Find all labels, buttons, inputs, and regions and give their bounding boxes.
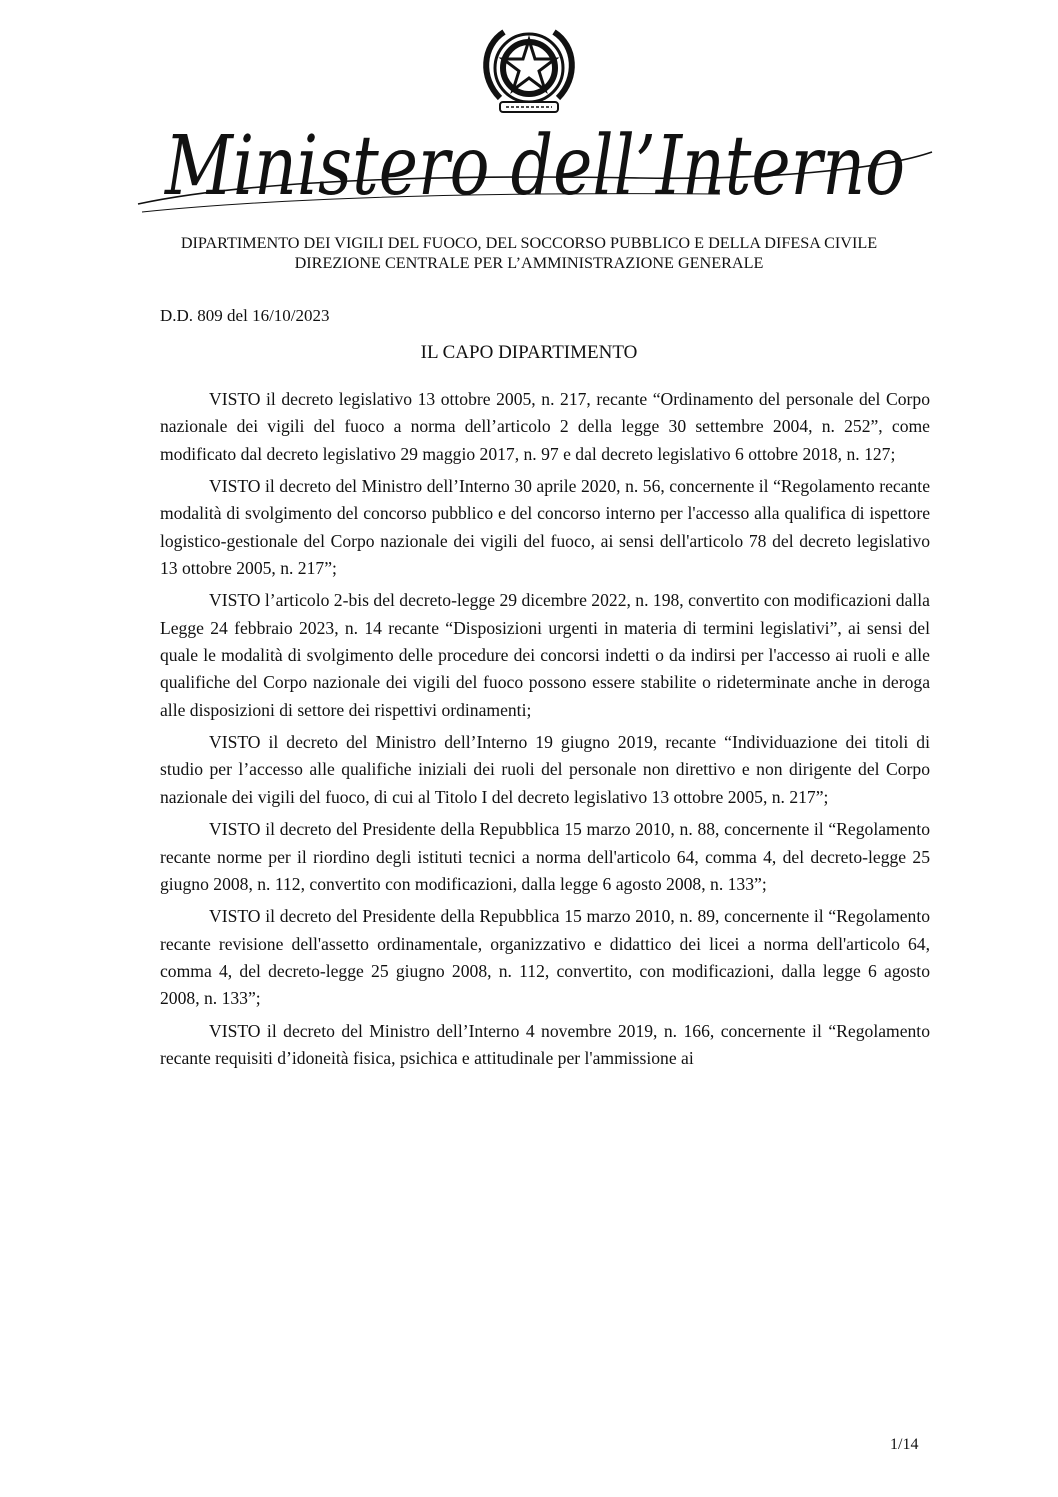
department-header xyxy=(120,234,938,273)
paragraph: VISTO il decreto del Presidente della Repubblica 15 marzo 2010, n. 88, concernente il “Regolamento recante norme per il riordino degli istituti tecnici a norma dell'articolo 64, comma 4, del decreto-legge 25 giugno 2008, n. 112, convertito con modificazioni, dalla legge 6 agosto 2008, n. 133”; xyxy=(160,819,930,894)
paragraph: VISTO il decreto del Presidente della Repubblica 15 marzo 2010, n. 89, concernente il “Regolamento recante revisione dell'assetto ordinamentale, organizzativo e didattico dei licei a norma dell'articolo 64, comma 4, del decreto-legge 25 giugno 2008, n. 112, convertito, con modificazioni, dalla legge 6 agosto 2008, n. 133”; xyxy=(160,906,930,1009)
decree-title: IL CAPO DIPARTIMENTO xyxy=(420,342,638,363)
page-number: 1/14 xyxy=(890,1436,919,1453)
paragraph: VISTO il decreto del Ministro dell’Interno 30 aprile 2020, n. 56, concernente il “Regolamento recante modalità di svolgimento del concorso pubblico e del concorso interno per l'accesso alla qualifica di ispettore logistico-gestionale del Corpo nazionale dei vigili del fuoco, ai sensi dell'articolo 78 del decreto legislativo 13 ottobre 2005, n. 217”; xyxy=(160,476,930,579)
paragraph: VISTO il decreto del Ministro dell’Interno 19 giugno 2019, recante “Individuazione dei titoli di studio per l’accesso alle qualifiche iniziali dei ruoli del personale non direttivo e non dirigente del Corpo nazionale dei vigili del fuoco, di cui al Titolo I del decreto legislativo 13 ottobre 2005, n. 217”; xyxy=(160,732,930,807)
paragraph: VISTO il decreto del Ministro dell’Interno 4 novembre 2019, n. 166, concernente il “Regolamento recante requisiti d’idoneità fisica, psichica e attitudinale per l'ammissione ai xyxy=(160,1020,930,1068)
paragraph: VISTO il decreto legislativo 13 ottobre 2005, n. 217, recante “Ordinamento del personale del Corpo nazionale dei vigili del fuoco a norma dell’articolo 2 della legge 30 settembre 2004, n. 252”, come modificato dal decreto legislativo 29 maggio 2017, n. 97 e dal decreto legislativo 6 ottobre 2018, n. 127; xyxy=(160,389,930,464)
direction-name: DIREZIONE CENTRALE PER L’AMMINISTRAZIONE GENERALE xyxy=(294,253,764,272)
department-name: DIPARTIMENTO DEI VIGILI DEL FUOCO, DEL SOCCORSO PUBBLICO E DELLA DIFESA CIVILE xyxy=(180,234,878,252)
decree-number-date: D.D. 809 del 16/10/2023 xyxy=(160,306,330,325)
svg-text:Ministero dell’Interno: Ministero dell’Interno xyxy=(163,119,905,214)
paragraph: VISTO l’articolo 2-bis del decreto-legge 29 dicembre 2022, n. 198, convertito con modificazioni dalla Legge 24 febbraio 2023, n. 14 recante “Disposizioni urgenti in materia di termini legislativi”, ai sensi del quale le modalità di svolgimento delle procedure dei concorsi indetti o da indirsi per l'accesso ai ruoli e alle qualifiche del Corpo nazionale dei vigili del fuoco possono essere stabilite o rideterminate anche in deroga alle disposizioni di settore dei rispettivi ordinamenti; xyxy=(160,590,930,720)
ministry-logo xyxy=(120,112,950,224)
document-body xyxy=(160,386,930,1077)
